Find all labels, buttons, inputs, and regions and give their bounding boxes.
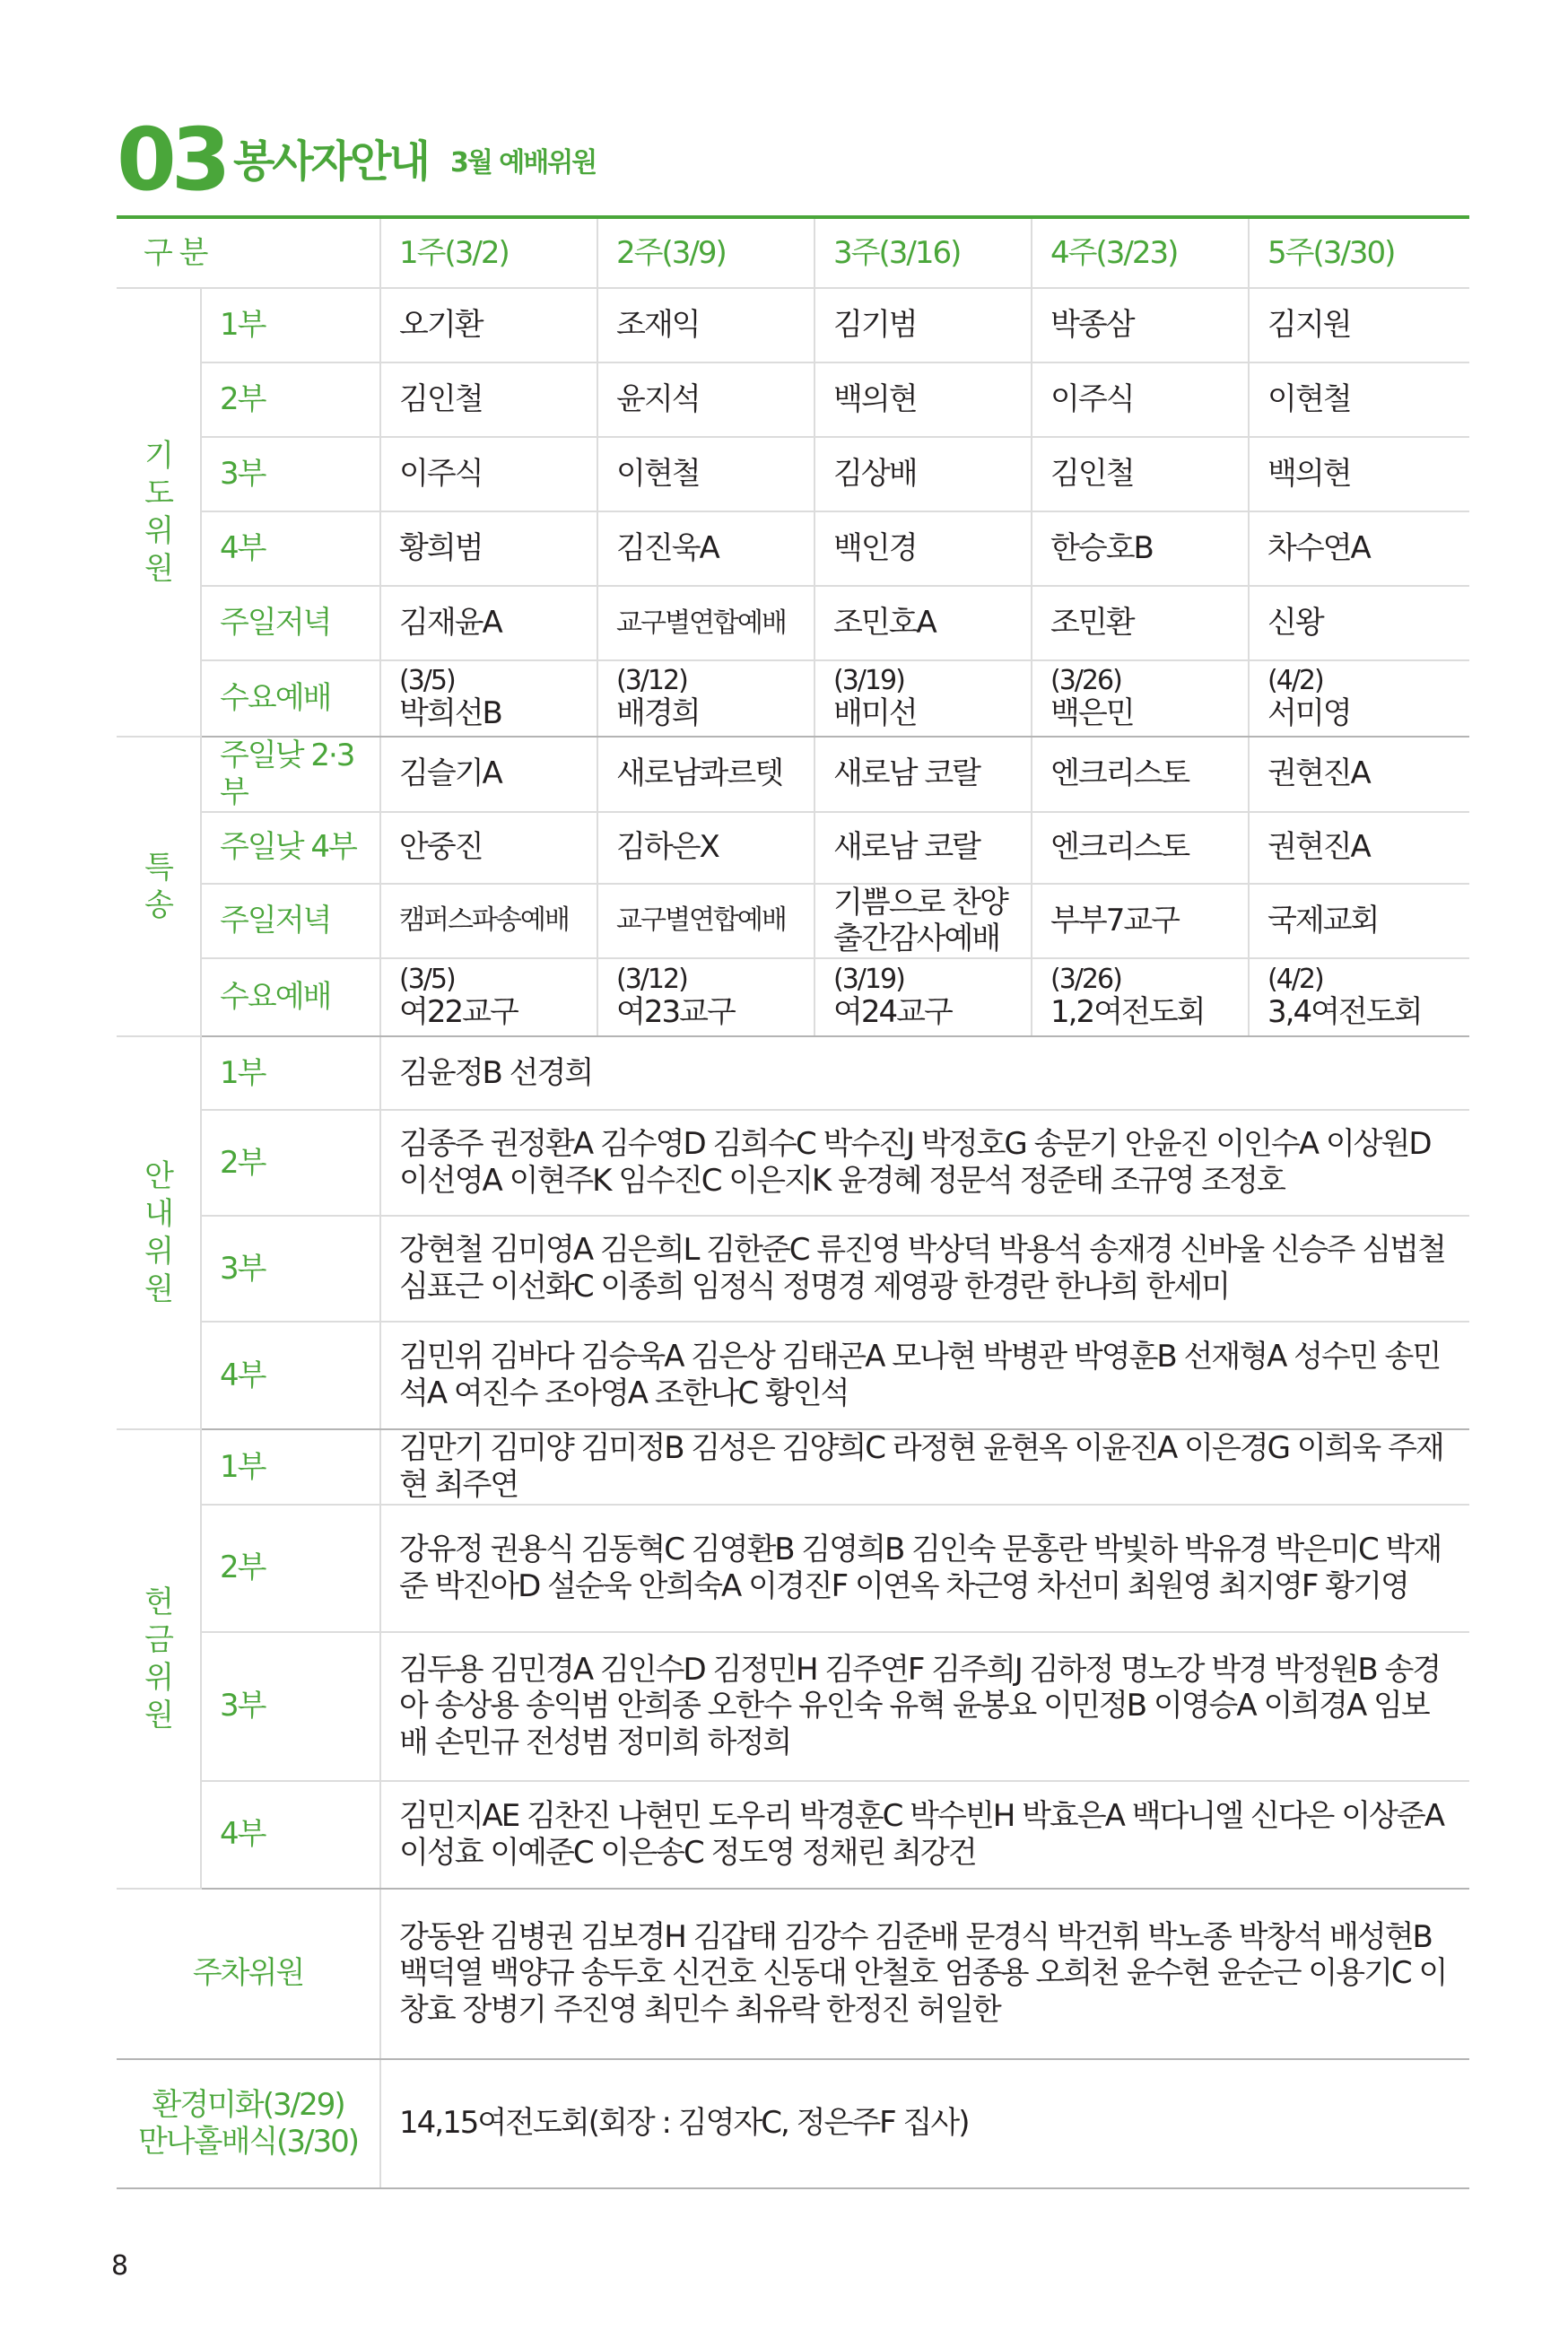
table-row — [117, 1889, 1469, 2059]
name-list: 14,15여전도회(회장 : 김영자C, 정은주F 집사) — [380, 2059, 1469, 2188]
cell: 새로남콰르텟 — [597, 737, 814, 812]
cell: 엔크리스토 — [1032, 812, 1249, 884]
cell-date: (3/5) — [399, 963, 455, 995]
table-row — [117, 362, 1469, 437]
cell — [1032, 660, 1249, 737]
name-list: 김민위 김바다 김승욱A 김은상 김태곤A 모나현 박병관 박영훈B 선재형A 성수민 송민석A 여진수 조아영A 조한나C 황인석 — [380, 1322, 1469, 1429]
cell: 교구별연합예배 — [597, 884, 814, 959]
cell-date: (3/19) — [833, 664, 904, 696]
page-number: 8 — [111, 2250, 129, 2282]
cell — [814, 958, 1032, 1036]
week-header-1: 1주(3/2) — [380, 217, 597, 288]
row-label: 주일저녁 — [201, 884, 380, 959]
cell — [380, 660, 597, 737]
row-label: 3부 — [201, 1216, 380, 1322]
cell: 국제교회 — [1249, 884, 1469, 959]
cell: 교구별연합예배 — [597, 586, 814, 660]
cell: 김하은X — [597, 812, 814, 884]
cell: 박종삼 — [1032, 288, 1249, 362]
week-header-5: 5주(3/30) — [1249, 217, 1469, 288]
cell: 김인철 — [380, 362, 597, 437]
cell-date: (3/19) — [833, 963, 904, 995]
cell: 윤지석 — [597, 362, 814, 437]
row-label: 2부 — [201, 362, 380, 437]
table-row — [117, 2059, 1469, 2188]
cell: 새로남 코랄 — [814, 812, 1032, 884]
cell — [380, 958, 597, 1036]
cell: 조재익 — [597, 288, 814, 362]
parking-category: 주차위원 — [117, 1889, 380, 2059]
row-label: 2부 — [201, 1110, 380, 1216]
cell: 안중진 — [380, 812, 597, 884]
row-label: 1부 — [201, 1036, 380, 1110]
cell: 김인철 — [1032, 437, 1249, 511]
table-row — [117, 586, 1469, 660]
cell: 신왕 — [1249, 586, 1469, 660]
table-row — [117, 511, 1469, 586]
table-row — [117, 1322, 1469, 1429]
name-list: 김윤정B 선경희 — [380, 1036, 1469, 1110]
cell-name: 배경희 — [616, 694, 700, 731]
cell-name: 백은민 — [1050, 694, 1134, 731]
cell — [1249, 958, 1469, 1036]
week-header-3: 3주(3/16) — [814, 217, 1032, 288]
cell-name: 여23교구 — [616, 993, 735, 1030]
cell: 김지원 — [1249, 288, 1469, 362]
cell: 이현철 — [1249, 362, 1469, 437]
cell: 기쁨으로 찬양 출간감사예배 — [814, 884, 1032, 959]
cell: 캠퍼스파송예배 — [380, 884, 597, 959]
cell-date: (3/5) — [399, 664, 455, 696]
cell: 새로남 코랄 — [814, 737, 1032, 812]
cell: 이주식 — [380, 437, 597, 511]
cell: 김재윤A — [380, 586, 597, 660]
row-label: 3부 — [201, 437, 380, 511]
cell-date: (4/2) — [1267, 664, 1323, 696]
cell-name: 여22교구 — [399, 993, 518, 1030]
table-row — [117, 1781, 1469, 1889]
name-list: 김만기 김미양 김미정B 김성은 김양희C 라정현 윤현옥 이윤진A 이은경G 이희욱 주재현 최주연 — [380, 1429, 1469, 1505]
row-label: 주일낮 2·3부 — [201, 737, 380, 812]
cell: 김진욱A — [597, 511, 814, 586]
cell-name: 여24교구 — [833, 993, 952, 1030]
name-list: 강동완 김병권 김보경H 김갑태 김강수 김준배 문경식 박건휘 박노종 박창석 배성현B 백덕열 백양규 송두호 신건호 신동대 안철호 엄종용 오희천 윤수현 윤순근 이용기C 이창효 장병기 주진영 최민수 최유락 한정진 허일한 — [380, 1889, 1469, 2059]
section-number: 03 — [117, 109, 226, 210]
table-row — [117, 1110, 1469, 1216]
cell: 권현진A — [1249, 812, 1469, 884]
cell-date: (4/2) — [1267, 963, 1323, 995]
row-label: 4부 — [201, 1322, 380, 1429]
environment-label-1: 환경미화(3/29) — [152, 2086, 344, 2123]
cell-name: 서미영 — [1267, 694, 1351, 731]
cell: 김슬기A — [380, 737, 597, 812]
row-label: 주일낮 4부 — [201, 812, 380, 884]
cell: 한승호B — [1032, 511, 1249, 586]
cell: 백의현 — [814, 362, 1032, 437]
environment-label-2: 만나홀배식(3/30) — [137, 2123, 359, 2160]
week-header-2: 2주(3/9) — [597, 217, 814, 288]
cell: 황희범 — [380, 511, 597, 586]
cell-date: (3/26) — [1050, 963, 1121, 995]
cell: 부부7교구 — [1032, 884, 1249, 959]
cell: 이현철 — [597, 437, 814, 511]
section-title: 봉사자안내 — [233, 136, 428, 187]
table-row — [117, 737, 1469, 812]
table-row — [117, 1632, 1469, 1781]
cell: 백인경 — [814, 511, 1032, 586]
special-music-category: 특송 — [117, 737, 201, 1036]
prayer-category: 기도위원 — [117, 288, 201, 737]
row-label: 3부 — [201, 1632, 380, 1781]
table-row — [117, 884, 1469, 959]
table-row — [117, 660, 1469, 737]
cell: 김상배 — [814, 437, 1032, 511]
name-list: 김종주 권정환A 김수영D 김희수C 박수진J 박정호G 송문기 안윤진 이인수A 이상원D 이선영A 이현주K 임수진C 이은지K 윤경혜 정문석 정준태 조규영 조정호 — [380, 1110, 1469, 1216]
name-list: 김민지AE 김찬진 나현민 도우리 박경훈C 박수빈H 박효은A 백다니엘 신다은 이상준A 이성효 이예준C 이은송C 정도영 정채린 최강건 — [380, 1781, 1469, 1889]
row-label: 4부 — [201, 511, 380, 586]
name-list: 강현철 김미영A 김은희L 김한준C 류진영 박상덕 박용석 송재경 신바울 신승주 심법철 심표근 이선화C 이종희 임정식 정명경 제영광 한경란 한나희 한세미 — [380, 1216, 1469, 1322]
offering-category: 헌금위원 — [117, 1429, 201, 1889]
table-row — [117, 288, 1469, 362]
row-label: 2부 — [201, 1505, 380, 1632]
cell: 이주식 — [1032, 362, 1249, 437]
cell: 백의현 — [1249, 437, 1469, 511]
cell-name: 1,2여전도회 — [1050, 993, 1205, 1030]
section-subtitle: 3월 예배위원 — [450, 147, 597, 179]
row-label: 4부 — [201, 1781, 380, 1889]
cell — [1032, 958, 1249, 1036]
cell: 조민환 — [1032, 586, 1249, 660]
category-header: 구 분 — [117, 217, 380, 288]
cell-date: (3/26) — [1050, 664, 1121, 696]
row-label: 1부 — [201, 1429, 380, 1505]
cell: 권현진A — [1249, 737, 1469, 812]
header-row — [117, 217, 1469, 288]
volunteer-roster-table — [117, 215, 1469, 2189]
cell-name: 3,4여전도회 — [1267, 993, 1422, 1030]
table-row — [117, 1216, 1469, 1322]
table-row — [117, 1505, 1469, 1632]
cell: 차수연A — [1249, 511, 1469, 586]
name-list: 강유정 권용식 김동혁C 김영환B 김영희B 김인숙 문홍란 박빛하 박유경 박은미C 박재준 박진아D 설순욱 안희숙A 이경진F 이연옥 차근영 차선미 최원영 최지영F 황기영 — [380, 1505, 1469, 1632]
usher-category: 안내위원 — [117, 1036, 201, 1429]
row-label: 수요예배 — [201, 958, 380, 1036]
cell-name: 박희선B — [399, 694, 501, 731]
cell — [814, 660, 1032, 737]
name-list: 김두용 김민경A 김인수D 김정민H 김주연F 김주희J 김하정 명노강 박경 박정원B 송경아 송상용 송익범 안희종 오한수 유인숙 유혁 윤봉요 이민정B 이영승A 이희경A 임보배 손민규 전성범 정미희 하정희 — [380, 1632, 1469, 1781]
cell-date: (3/12) — [616, 664, 687, 696]
cell: 조민호A — [814, 586, 1032, 660]
cell-name: 배미선 — [833, 694, 917, 731]
table-row — [117, 958, 1469, 1036]
table-row — [117, 812, 1469, 884]
table-row — [117, 1036, 1469, 1110]
row-label: 주일저녁 — [201, 586, 380, 660]
cell — [597, 660, 814, 737]
cell-date: (3/12) — [616, 963, 687, 995]
cell: 엔크리스토 — [1032, 737, 1249, 812]
table-row — [117, 437, 1469, 511]
cell: 오기환 — [380, 288, 597, 362]
row-label: 1부 — [201, 288, 380, 362]
environment-category — [117, 2059, 380, 2188]
cell — [1249, 660, 1469, 737]
week-header-4: 4주(3/23) — [1032, 217, 1249, 288]
cell — [597, 958, 814, 1036]
table-row — [117, 1429, 1469, 1505]
cell: 김기범 — [814, 288, 1032, 362]
row-label: 수요예배 — [201, 660, 380, 737]
